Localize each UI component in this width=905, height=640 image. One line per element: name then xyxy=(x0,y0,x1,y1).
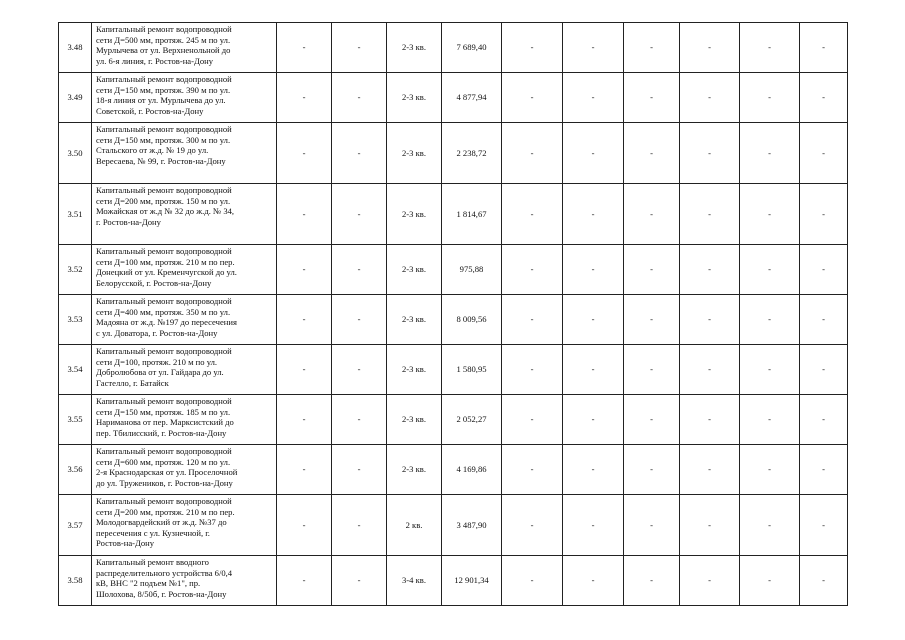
amount-cell: 2 052,27 xyxy=(442,395,502,445)
table-row xyxy=(59,395,848,445)
value-cell: - xyxy=(277,295,332,345)
amount-cell: 4 877,94 xyxy=(442,73,502,123)
value-cell: - xyxy=(332,445,387,495)
work-description: Капитальный ремонт водопроводной сети Д=600 мм, протяж. 120 м по ул. 2-я Краснодарская от ул. Проселочной до ул. Тружеников, г. Ростов-на-Дону xyxy=(92,445,277,495)
value-cell: - xyxy=(800,395,848,445)
value-cell: - xyxy=(332,73,387,123)
value-cell: - xyxy=(502,23,563,73)
work-description: Капитальный ремонт водопроводной сети Д=400 мм, протяж. 350 м по ул. Мадояна от ж.д. №197 до пересечения с ул. Доватора, г. Ростов-на-Дону xyxy=(92,295,277,345)
amount-cell: 2 238,72 xyxy=(442,123,502,184)
row-number: 3.55 xyxy=(59,395,92,445)
period-cell: 2-3 кв. xyxy=(387,23,442,73)
value-cell: - xyxy=(740,184,800,245)
table-row xyxy=(59,184,848,245)
value-cell: - xyxy=(332,495,387,556)
value-cell: - xyxy=(563,345,624,395)
value-cell: - xyxy=(563,123,624,184)
value-cell: - xyxy=(624,495,680,556)
value-cell: - xyxy=(563,495,624,556)
row-number: 3.58 xyxy=(59,556,92,606)
value-cell: - xyxy=(680,345,740,395)
value-cell: - xyxy=(740,495,800,556)
row-number: 3.56 xyxy=(59,445,92,495)
value-cell: - xyxy=(277,123,332,184)
value-cell: - xyxy=(277,556,332,606)
value-cell: - xyxy=(502,184,563,245)
amount-cell: 3 487,90 xyxy=(442,495,502,556)
period-cell: 2-3 кв. xyxy=(387,445,442,495)
table-row xyxy=(59,556,848,606)
work-description: Капитальный ремонт водопроводной сети Д=150 мм, протяж. 300 м по ул. Стальского от ж.д. № 19 до ул. Вересаева, № 99, г. Ростов-на-Дону xyxy=(92,123,277,184)
value-cell: - xyxy=(502,445,563,495)
table-row xyxy=(59,123,848,184)
value-cell: - xyxy=(277,395,332,445)
table-row xyxy=(59,245,848,295)
table-row xyxy=(59,495,848,556)
work-description: Капитальный ремонт водопроводной сети Д=150 мм, протяж. 185 м по ул. Нариманова от пер. Марксистский до пер. Тбилисский, г. Ростов-на-Дону xyxy=(92,395,277,445)
value-cell: - xyxy=(624,23,680,73)
value-cell: - xyxy=(277,73,332,123)
value-cell: - xyxy=(680,395,740,445)
value-cell: - xyxy=(277,445,332,495)
value-cell: - xyxy=(800,23,848,73)
period-cell: 2-3 кв. xyxy=(387,73,442,123)
value-cell: - xyxy=(800,295,848,345)
period-cell: 2-3 кв. xyxy=(387,245,442,295)
value-cell: - xyxy=(332,23,387,73)
period-cell: 2-3 кв. xyxy=(387,395,442,445)
period-cell: 3-4 кв. xyxy=(387,556,442,606)
table-row xyxy=(59,295,848,345)
row-number: 3.53 xyxy=(59,295,92,345)
value-cell: - xyxy=(680,245,740,295)
value-cell: - xyxy=(800,123,848,184)
value-cell: - xyxy=(563,245,624,295)
value-cell: - xyxy=(680,295,740,345)
value-cell: - xyxy=(502,556,563,606)
work-description: Капитальный ремонт вводного распределительного устройства 6/0,4 кВ, ВНС "2 подъем №1", пр. Шолохова, 8/50б, г. Ростов-на-Дону xyxy=(92,556,277,606)
value-cell: - xyxy=(332,295,387,345)
value-cell: - xyxy=(680,123,740,184)
value-cell: - xyxy=(800,245,848,295)
value-cell: - xyxy=(800,445,848,495)
work-description: Капитальный ремонт водопроводной сети Д=100 мм, протяж. 210 м по пер. Донецкий от ул. Кременчугской до ул. Белорусской, г. Ростов-на-Дону xyxy=(92,245,277,295)
value-cell: - xyxy=(624,295,680,345)
work-description: Капитальный ремонт водопроводной сети Д=500 мм, протяж. 245 м по ул. Мурлычева от ул. Верхненольной до ул. 6-я линия, г. Ростов-на-Дону xyxy=(92,23,277,73)
value-cell: - xyxy=(800,556,848,606)
value-cell: - xyxy=(740,445,800,495)
row-number: 3.57 xyxy=(59,495,92,556)
value-cell: - xyxy=(624,395,680,445)
value-cell: - xyxy=(502,345,563,395)
value-cell: - xyxy=(332,556,387,606)
value-cell: - xyxy=(624,345,680,395)
value-cell: - xyxy=(563,556,624,606)
value-cell: - xyxy=(563,184,624,245)
value-cell: - xyxy=(563,295,624,345)
table-row xyxy=(59,345,848,395)
value-cell: - xyxy=(800,73,848,123)
value-cell: - xyxy=(624,123,680,184)
row-number: 3.49 xyxy=(59,73,92,123)
value-cell: - xyxy=(502,73,563,123)
value-cell: - xyxy=(680,556,740,606)
value-cell: - xyxy=(624,245,680,295)
value-cell: - xyxy=(740,23,800,73)
work-description: Капитальный ремонт водопроводной сети Д=200 мм, протяж. 210 м по пер. Молодогвардейский от ж.д. №37 до пересечения с ул. Кузнечной, г. Ростов-на-Дону xyxy=(92,495,277,556)
value-cell: - xyxy=(740,123,800,184)
period-cell: 2-3 кв. xyxy=(387,123,442,184)
value-cell: - xyxy=(277,23,332,73)
value-cell: - xyxy=(277,495,332,556)
value-cell: - xyxy=(680,184,740,245)
value-cell: - xyxy=(502,123,563,184)
table-row xyxy=(59,73,848,123)
value-cell: - xyxy=(624,73,680,123)
value-cell: - xyxy=(740,295,800,345)
value-cell: - xyxy=(332,123,387,184)
value-cell: - xyxy=(624,445,680,495)
period-cell: 2-3 кв. xyxy=(387,184,442,245)
value-cell: - xyxy=(502,395,563,445)
value-cell: - xyxy=(624,556,680,606)
value-cell: - xyxy=(740,73,800,123)
value-cell: - xyxy=(332,184,387,245)
amount-cell: 1 580,95 xyxy=(442,345,502,395)
work-description: Капитальный ремонт водопроводной сети Д=200 мм, протяж. 150 м по ул. Можайская от ж.д № 32 до ж.д. № 34, г. Ростов-на-Дону xyxy=(92,184,277,245)
value-cell: - xyxy=(740,556,800,606)
value-cell: - xyxy=(332,345,387,395)
value-cell: - xyxy=(563,23,624,73)
amount-cell: 8 009,56 xyxy=(442,295,502,345)
value-cell: - xyxy=(800,495,848,556)
value-cell: - xyxy=(277,345,332,395)
value-cell: - xyxy=(502,295,563,345)
value-cell: - xyxy=(740,395,800,445)
value-cell: - xyxy=(800,184,848,245)
work-description: Капитальный ремонт водопроводной сети Д=100, протяж. 210 м по ул. Добролюбова от ул. Гайдара до ул. Гастелло, г. Батайск xyxy=(92,345,277,395)
row-number: 3.52 xyxy=(59,245,92,295)
value-cell: - xyxy=(680,73,740,123)
amount-cell: 4 169,86 xyxy=(442,445,502,495)
value-cell: - xyxy=(277,184,332,245)
works-table xyxy=(58,22,848,606)
value-cell: - xyxy=(680,23,740,73)
table-row xyxy=(59,445,848,495)
amount-cell: 12 901,34 xyxy=(442,556,502,606)
amount-cell: 7 689,40 xyxy=(442,23,502,73)
table-body xyxy=(59,23,848,606)
value-cell: - xyxy=(502,245,563,295)
value-cell: - xyxy=(800,345,848,395)
work-description: Капитальный ремонт водопроводной сети Д=150 мм, протяж. 390 м по ул. 18-я линия от ул. Мурлычева до ул. Советской, г. Ростов-на-Дону xyxy=(92,73,277,123)
value-cell: - xyxy=(332,245,387,295)
amount-cell: 1 814,67 xyxy=(442,184,502,245)
value-cell: - xyxy=(740,245,800,295)
value-cell: - xyxy=(277,245,332,295)
value-cell: - xyxy=(563,445,624,495)
period-cell: 2-3 кв. xyxy=(387,295,442,345)
row-number: 3.48 xyxy=(59,23,92,73)
amount-cell: 975,88 xyxy=(442,245,502,295)
value-cell: - xyxy=(502,495,563,556)
period-cell: 2-3 кв. xyxy=(387,345,442,395)
value-cell: - xyxy=(740,345,800,395)
row-number: 3.50 xyxy=(59,123,92,184)
table-row xyxy=(59,23,848,73)
value-cell: - xyxy=(332,395,387,445)
value-cell: - xyxy=(624,184,680,245)
row-number: 3.51 xyxy=(59,184,92,245)
value-cell: - xyxy=(680,445,740,495)
row-number: 3.54 xyxy=(59,345,92,395)
period-cell: 2 кв. xyxy=(387,495,442,556)
value-cell: - xyxy=(563,395,624,445)
value-cell: - xyxy=(563,73,624,123)
value-cell: - xyxy=(680,495,740,556)
